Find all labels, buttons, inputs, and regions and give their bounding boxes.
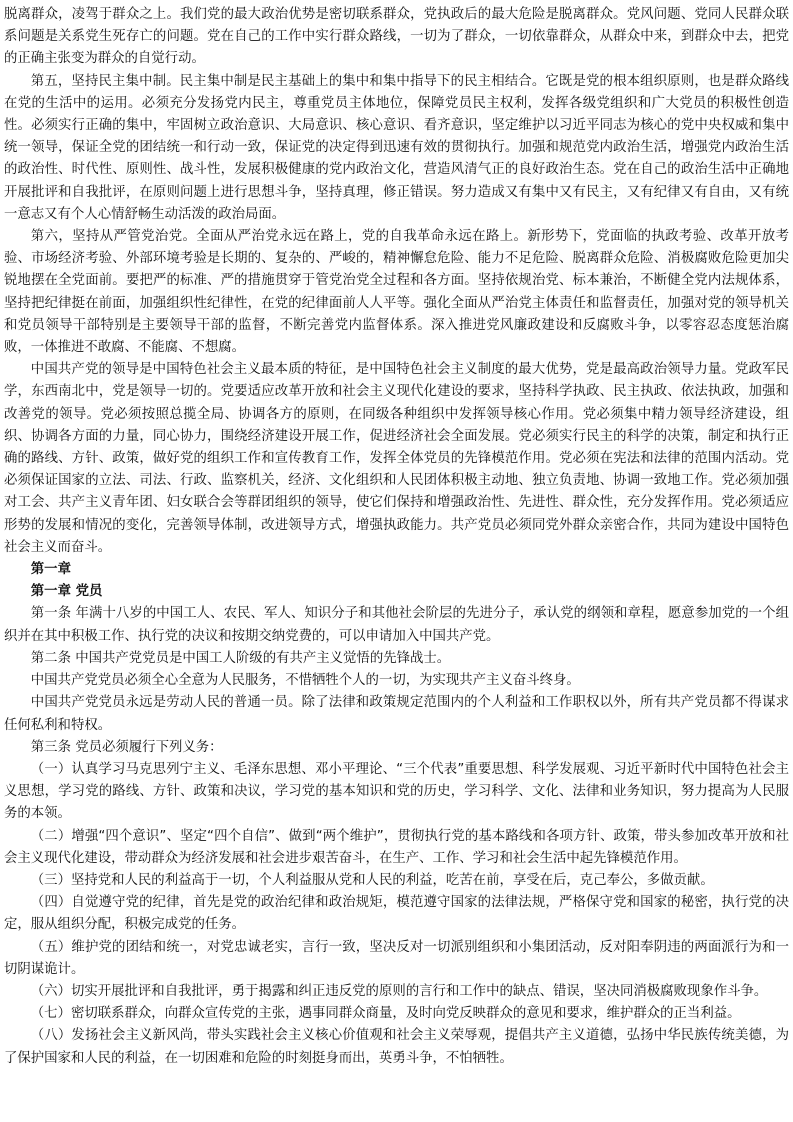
article-1: 第一条 年满十八岁的中国工人、农民、军人、知识分子和其他社会阶层的先进分子，承认党的纲领和章程，愿意参加党的一个组织并在其中积极工作、执行党的决议和按期交纳党费的，可以申请加入中国共产党。 <box>4 606 789 644</box>
intro-paragraph-1: 脱离群众，凌驾于群众之上。我们党的最大政治优势是密切联系群众，党执政后的最大危险是脱离群众。党风问题、党同人民群众联系问题是关系党生死存亡的问题。党在自己的工作中实行群众路线，一切为了群众，一切依靠群众，从群众中来，到群众中去，把党的正确主张变为群众的自觉行动。 <box>4 7 789 67</box>
intro-paragraph-3: 第六，坚持从严管党治党。全面从严治党永远在路上，党的自我革命永远在路上。新形势下，党面临的执政考验、改革开放考验、市场经济考验、外部环境考验是长期的、复杂的、严峻的，精神懈怠危险、能力不足危险、脱离群众危险、消极腐败危险更加尖锐地摆在全党面前。要把严的标准、严的措施贯穿于管党治党全过程和各方面。坚持依规治党、标本兼治，不断健全党内法规体系，坚持把纪律挺在前面，加强组织性纪律性，在党的纪律面前人人平等。强化全面从严治党主体责任和监督责任，加强对党的领导机关和党员领导干部特别是主要领导干部的监督，不断完善党内监督体系。深入推进党风廉政建设和反腐败斗争，以零容忍态度惩治腐败，一体推进不敢腐、不能腐、不想腐。 <box>4 229 789 356</box>
intro-paragraph-4: 中国共产党的领导是中国特色社会主义最本质的特征，是中国特色社会主义制度的最大优势，党是最高政治领导力量。党政军民学，东西南北中，党是领导一切的。党要适应改革开放和社会主义现代化建设的要求，坚持科学执政、民主执政、依法执政，加强和改善党的领导。党必须按照总揽全局、协调各方的原则，在同级各种组织中发挥领导核心作用。党必须集中精力领导经济建设，组织、协调各方面的力量，同心协力，围绕经济建设开展工作，促进经济社会全面发展。党必须实行民主的科学的决策，制定和执行正确的路线、方针、政策，做好党的组织工作和宣传教育工作，发挥全体党员的先锋模范作用。党必须在宪法和法律的范围内活动。党必须保证国家的立法、司法、行政、监察机关，经济、文化组织和人民团体积极主动地、独立负责地、协调一致地工作。党必须加强对工会、共产主义青年团、妇女联合会等群团组织的领导，使它们保持和增强政治性、先进性、群众性，充分发挥作用。党必须适应形势的发展和情况的变化，完善领导体制，改进领导方式，增强执政能力。共产党员必须同党外群众亲密合作，共同为建设中国特色社会主义而奋斗。 <box>4 362 789 555</box>
duty-item-4: （四）自觉遵守党的纪律，首先是党的政治纪律和政治规矩，模范遵守国家的法律法规，严格保守党和国家的秘密，执行党的决定，服从组织分配，积极完成党的任务。 <box>4 895 789 933</box>
chapter-title: 第一章 党员 <box>30 584 103 600</box>
article-3: 第三条 党员必须履行下列义务： <box>30 739 223 755</box>
article-2: 第二条 中国共产党党员是中国工人阶级的有共产主义觉悟的先锋战士。 <box>30 650 451 666</box>
chapter-label: 第一章 <box>30 562 71 578</box>
duty-item-1: （一）认真学习马克思列宁主义、毛泽东思想、邓小平理论、“三个代表”重要思想、科学发展观、习近平新时代中国特色社会主义思想，学习党的路线、方针、政策和决议，学习党的基本知识和党的历史，学习科学、文化、法律和业务知识，努力提高为人民服务的本领。 <box>4 761 789 822</box>
duty-item-3: （三）坚持党和人民的利益高于一切，个人利益服从党和人民的利益，吃苦在前，享受在后，克己奉公，多做贡献。 <box>30 872 714 888</box>
duty-item-7: （七）密切联系群众，向群众宣传党的主张，遇事同群众商量，及时向党反映群众的意见和要求，维护群众的正当利益。 <box>30 1006 741 1022</box>
article-2-para-3: 中国共产党党员永远是劳动人民的普通一员。除了法律和政策规定范围内的个人利益和工作职权以外，所有共产党员都不得谋求任何私利和特权。 <box>4 695 789 733</box>
duty-item-5: （五）维护党的团结和统一，对党忠诚老实，言行一致，坚决反对一切派别组织和小集团活动，反对阳奉阴违的两面派行为和一切阴谋诡计。 <box>4 939 789 977</box>
duty-item-6: （六）切实开展批评和自我批评，勇于揭露和纠正违反党的原则的言行和工作中的缺点、错误，坚决同消极腐败现象作斗争。 <box>30 983 768 999</box>
article-2-para-2: 中国共产党党员必须全心全意为人民服务，不惜牺牲个人的一切，为实现共产主义奋斗终身。 <box>30 673 580 689</box>
duty-item-2: （二）增强“四个意识”、坚定“四个自信”、做到“两个维护”，贯彻执行党的基本路线和各项方针、政策，带头参加改革开放和社会主义现代化建设，带动群众为经济发展和社会进步艰苦奋斗，在生产、工作、学习和社会生活中起先锋模范作用。 <box>4 828 789 866</box>
duty-item-8: （八）发扬社会主义新风尚，带头实践社会主义核心价值观和社会主义荣辱观，提倡共产主义道德，弘扬中华民族传统美德，为了保护国家和人民的利益，在一切困难和危险的时刻挺身而出，英勇斗争，不怕牺牲。 <box>4 1028 789 1066</box>
intro-paragraph-2: 第五，坚持民主集中制。民主集中制是民主基础上的集中和集中指导下的民主相结合。它既是党的根本组织原则，也是群众路线在党的生活中的运用。必须充分发扬党内民主，尊重党员主体地位，保障党员民主权利，发挥各级党组织和广大党员的积极性创造性。必须实行正确的集中，牢固树立政治意识、大局意识、核心意识、看齐意识，坚定维护以习近平同志为核心的党中央权威和集中统一领导，保证全党的团结统一和行动一致，保证党的决定得到迅速有效的贯彻执行。加强和规范党内政治生活，增强党内政治生活的政治性、时代性、原则性、战斗性，发展积极健康的党内政治文化，营造风清气正的良好政治生态。党在自己的政治生活中正确地开展批评和自我批评，在原则问题上进行思想斗争，坚持真理，修正错误。努力造成又有集中又有民主，又有纪律又有自由，又有统一意志又有个人心情舒畅生动活泼的政治局面。 <box>4 73 789 222</box>
